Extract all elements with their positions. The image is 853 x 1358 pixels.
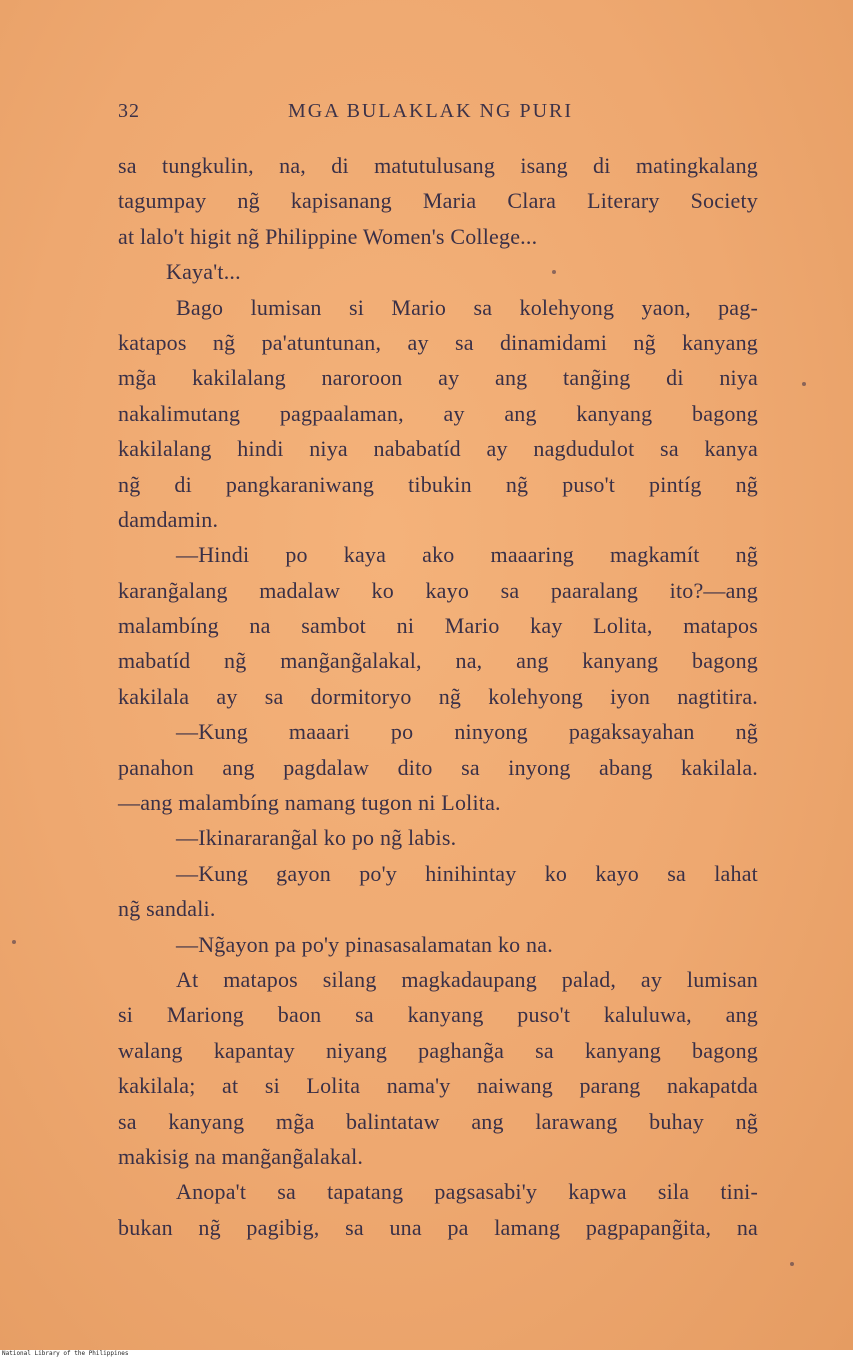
text-line: katapos ng̃ pa'atuntunan, ay sa dinamidami ng̃ kanyang	[118, 329, 758, 355]
text-line: —Ikinararang̃al ko po ng̃ labis.	[176, 825, 457, 851]
text-line: Bago lumisan si Mario sa kolehyong yaon, pag-	[176, 294, 758, 320]
text-line: kakilalang hindi niya nababatíd ay nagdudulot sa kanya	[118, 436, 758, 462]
text-line: ng̃ sandali.	[118, 896, 216, 922]
text-line: kakilala ay sa dormitoryo ng̃ kolehyong iyon nagtitira.	[118, 683, 758, 709]
text-line: Kaya't...	[166, 259, 241, 285]
ink-speck	[802, 382, 806, 386]
ink-speck	[790, 1262, 794, 1266]
text-line: mg̃a kakilalang naroroon ay ang tang̃ing di niya	[118, 365, 758, 391]
ink-speck	[552, 270, 556, 274]
page-header	[118, 100, 758, 130]
page-number: 32	[118, 100, 140, 122]
ink-speck	[12, 940, 16, 944]
body-text	[118, 148, 758, 1245]
text-line: kakilala; at si Lolita nama'y naiwang parang nakapatda	[118, 1073, 758, 1099]
text-line: mabatíd ng̃ mang̃ang̃alakal, na, ang kanyang bagong	[118, 648, 758, 674]
text-line: walang kapantay niyang paghang̃a sa kanyang bagong	[118, 1037, 758, 1063]
text-line: ng̃ di pangkaraniwang tibukin ng̃ puso't pintíg ng̃	[118, 471, 758, 497]
footer-credit: National Library of the Philippines	[2, 1350, 129, 1357]
text-line: karang̃alang madalaw ko kayo sa paaralang ito?—ang	[118, 577, 758, 603]
text-line: —Kung maaari po ninyong pagaksayahan ng̃	[176, 719, 758, 745]
text-line: nakalimutang pagpaalaman, ay ang kanyang bagong	[118, 400, 758, 426]
text-line: malambíng na sambot ni Mario kay Lolita, matapos	[118, 613, 758, 639]
text-line: damdamin.	[118, 506, 219, 532]
text-line: at lalo't higit ng̃ Philippine Women's College...	[118, 223, 538, 249]
text-line: At matapos silang magkadaupang palad, ay lumisan	[176, 966, 758, 992]
text-line: sa tungkulin, na, di matutulusang isang di matingkalang	[118, 153, 758, 178]
running-title: MGA BULAKLAK NG PURI	[288, 100, 574, 122]
text-line: —ang malambíng namang tugon ni Lolita.	[118, 790, 501, 816]
text-line: —Kung gayon po'y hinihintay ko kayo sa lahat	[176, 860, 758, 886]
text-line: si Mariong baon sa kanyang puso't kaluluwa, ang	[118, 1002, 758, 1028]
text-line: panahon ang pagdalaw dito sa inyong abang kakilala.	[118, 754, 758, 780]
text-line: —Ng̃ayon pa po'y pinasasalamatan ko na.	[176, 931, 553, 957]
text-line: bukan ng̃ pagibig, sa una pa lamang pagpapang̃ita, na	[118, 1214, 758, 1240]
text-line: —Hindi po kaya ako maaaring magkamít ng̃	[176, 542, 758, 568]
text-line: tagumpay ng̃ kapisanang Maria Clara Literary Society	[118, 188, 758, 214]
text-line: Anopa't sa tapatang pagsasabi'y kapwa sila tini-	[176, 1179, 758, 1205]
text-line: sa kanyang mg̃a balintataw ang larawang buhay ng̃	[118, 1108, 758, 1134]
text-line: makisig na mang̃ang̃alakal.	[118, 1143, 364, 1169]
